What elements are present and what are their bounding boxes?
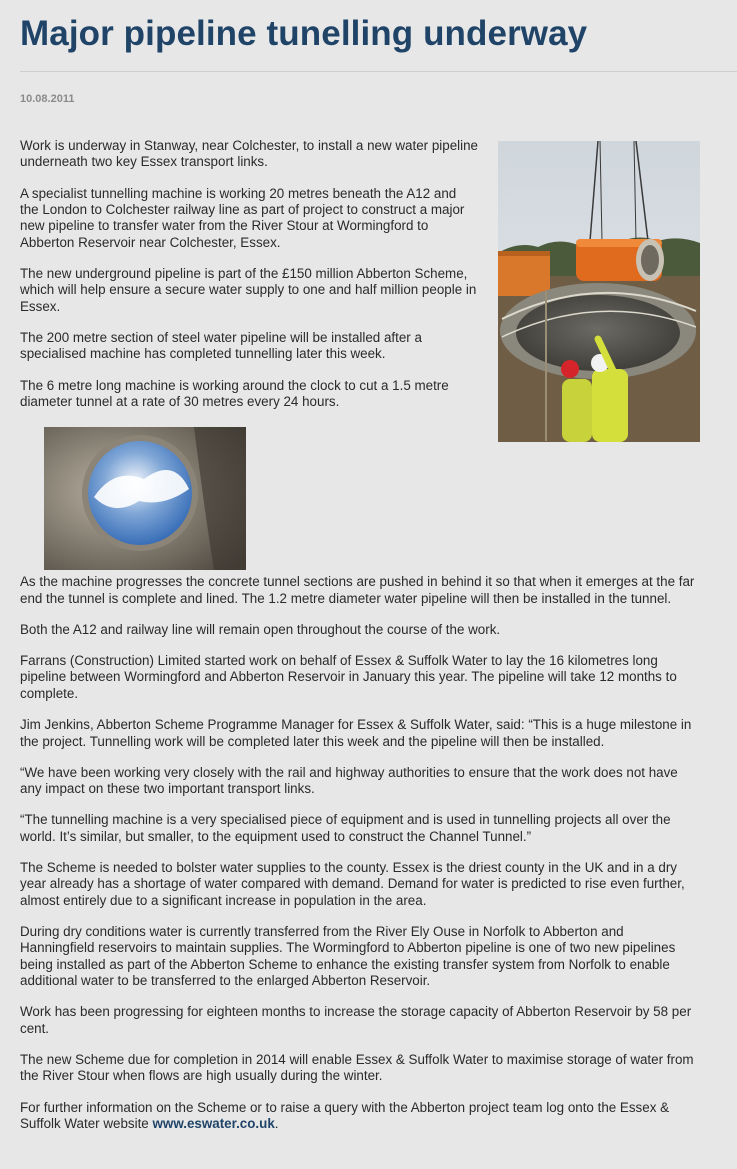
paragraph: The 200 metre section of steel water pipeline will be installed after a specialised machine has completed tunnelling later this week. [20, 330, 422, 362]
eswater-website-link[interactable]: www.eswater.co.uk [152, 1115, 275, 1131]
paragraph: A specialist tunnelling machine is working 20 metres beneath the A12 and the London to Colchester railway line as part of project to construct a major new pipeline to transfer water from the River Stour at Wormingford to Abberton Reservoir near Colchester, Essex. [20, 185, 465, 250]
closing-paragraph [20, 1100, 700, 1133]
paragraph: The 6 metre long machine is working around the clock to cut a 1.5 metre diameter tunnel at a rate of 30 metres every 24 hours. [20, 377, 449, 410]
shaft-sky-photo [44, 427, 246, 570]
paragraph: Both the A12 and railway line will remain open throughout the course of the work. [20, 621, 501, 637]
paragraph: The Scheme is needed to bolster water supplies to the county. Essex is the driest county in the UK and in a dry year already has a shortage of water compared with demand. Demand for water is predicted to rise even further, almost entirely due to a significant increase in population in the area. [20, 859, 685, 908]
article-date: 10.08.2011 [20, 93, 75, 105]
page-title: Major pipeline tunelling underway [20, 14, 588, 53]
title-divider [20, 71, 737, 72]
paragraph: The new underground pipeline is part of the £150 million Abberton Scheme, which will help ensure a secure water supply to one and half million people in Essex. [20, 266, 477, 314]
paragraph: Work has been progressing for eighteen months to increase the storage capacity of Abberton Reservoir by 58 per cent. [20, 1004, 692, 1036]
paragraph: Jim Jenkins, Abberton Scheme Programme Manager for Essex & Suffolk Water, said: “This is a huge milestone in the project. Tunnelling work will be completed later this week and the pipeline will then be installed. [20, 717, 692, 749]
tunnelling-machine-photo [498, 141, 700, 442]
paragraph: Work is underway in Stanway, near Colchester, to install a new water pipeline underneath two key Essex transport links. [20, 138, 478, 170]
closing-end: . [274, 1115, 279, 1131]
paragraph: During dry conditions water is currently transferred from the River Ely Ouse in Norfolk to Abberton and Hanningfield reservoirs to maintain supplies. The Wormingford to Abberton pipeline is one of two new pipelines being installed as part of the Abberton Scheme to enhance the existing transfer system from Norfolk to enable additional water to be transferred to the enlarged Abberton Reservoir. [20, 923, 676, 989]
paragraph: Farrans (Construction) Limited started work on behalf of Essex & Suffolk Water to lay the 16 kilometres long pipeline between Wormingford and Abberton Reservoir in January this year. The pipeline will take 12 months to complete. [20, 653, 677, 701]
article-body [20, 138, 700, 1147]
paragraph: The new Scheme due for completion in 2014 will enable Essex & Suffolk Water to maximise storage of water from the River Stour when flows are high usually during the winter. [20, 1051, 694, 1084]
paragraph: As the machine progresses the concrete tunnel sections are pushed in behind it so that when it emerges at the far end the tunnel is complete and lined. The 1.2 metre diameter water pipeline will then be installed in the tunnel. [20, 574, 695, 606]
paragraph: “The tunnelling machine is a very specialised piece of equipment and is used in tunnelling projects all over the world. It’s similar, but smaller, to the equipment used to construct the Channel Tunnel.” [20, 812, 671, 844]
closing-text: For further information on the Scheme or to raise a query with the Abberton project team log onto the Essex & Suffolk Water website [20, 1099, 670, 1131]
paragraph: “We have been working very closely with the rail and highway authorities to ensure that the work does not have any impact on these two important transport links. [20, 764, 678, 797]
